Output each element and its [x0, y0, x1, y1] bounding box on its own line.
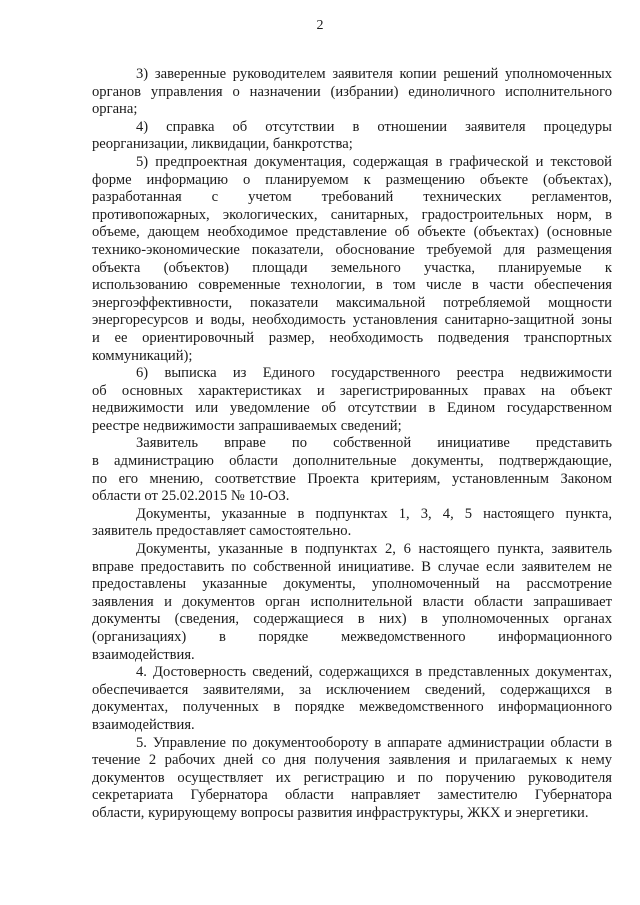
text-line: реорганизации, ликвидации, банкротства;	[92, 136, 353, 153]
text-line: области, курирующему вопросы развития инфраструктуры, ЖКХ и энергетики.	[92, 804, 589, 821]
paragraph-section-5	[92, 735, 612, 823]
document-body	[92, 66, 612, 823]
text-line: противопожарных, экологических, санитарных, градостроительных норм, в	[92, 206, 612, 223]
text-line: Документы, указанные в подпунктах 1, 3, 4, 5 настоящего пункта,	[136, 505, 612, 522]
text-line: 3) заверенные руководителем заявителя копии решений уполномоченных	[136, 66, 612, 82]
text-line: заявления и документов орган исполнительной власти области запрашивает	[92, 593, 612, 610]
text-line: взаимодействия.	[92, 646, 195, 663]
text-line: реестре недвижимости запрашиваемых сведений;	[92, 417, 402, 434]
text-line: Заявитель вправе по собственной инициативе представить	[136, 435, 612, 452]
text-line: документах, полученных в порядке межведомственного информационного	[92, 699, 612, 716]
text-line: вправе предоставить по собственной инициативе. В случае если заявителем не	[92, 558, 612, 575]
text-line: недвижимости или уведомление об отсутствии в Едином государственном	[92, 400, 612, 417]
text-line: Документы, указанные в подпунктах 2, 6 настоящего пункта, заявитель	[136, 541, 612, 558]
text-line: предоставлены указанные документы, уполномоченный на рассмотрение	[92, 576, 612, 593]
paragraph-item-4	[92, 119, 612, 154]
text-line: разработанная с учетом требований технических регламентов,	[92, 189, 612, 206]
paragraph-section-4	[92, 664, 612, 734]
text-line: взаимодействия.	[92, 716, 195, 733]
text-line: документы (сведения, содержащиеся в них) в уполномоченных органах	[92, 611, 612, 628]
text-line: 6) выписка из Единого государственного реестра недвижимости	[136, 365, 612, 382]
text-line: в администрацию области дополнительные документы, подтверждающие,	[92, 453, 612, 470]
text-line: коммуникаций);	[92, 347, 193, 364]
text-line: использованию современные технологии, в том числе в части обеспечения	[92, 277, 612, 294]
text-line: обеспечивается заявителями, за исключением сведений, содержащихся в	[92, 681, 612, 698]
text-line: течение 2 рабочих дней со дня получения заявления и прилагаемых к нему	[92, 752, 612, 769]
text-line: 5) предпроектная документация, содержащая в графической и текстовой	[136, 153, 612, 170]
text-line: 5. Управление по документообороту в аппарате администрации области в	[136, 734, 612, 751]
paragraph-documents-self	[92, 506, 612, 541]
text-line: об основных характеристиках и зарегистрированных правах на объект	[92, 382, 612, 399]
text-line: области от 25.02.2015 № 10-ОЗ.	[92, 488, 290, 505]
paragraph-item-6	[92, 365, 612, 435]
text-line: секретариата Губернатора области направляет заместителю Губернатора	[92, 787, 612, 804]
text-line: технико-экономические показатели, обоснование требуемой для размещения	[92, 241, 612, 258]
text-line: органов управления о назначении (избрании) единоличного исполнительного	[92, 83, 612, 100]
text-line: и ее ориентировочный размер, необходимость подведения транспортных	[92, 329, 612, 346]
text-line: 4. Достоверность сведений, содержащихся в представленных документах,	[136, 664, 612, 681]
paragraph-applicant-right	[92, 435, 612, 505]
text-line: энергоэффективности, показатели максимальной потребляемой мощности	[92, 294, 612, 311]
text-line: заявитель предоставляет самостоятельно.	[92, 523, 352, 540]
text-line: по его мнению, соответствие Проекта критериям, установленным Законом	[92, 470, 612, 487]
paragraph-documents-optional	[92, 541, 612, 664]
text-line: 4) справка об отсутствии в отношении заявителя процедуры	[136, 118, 612, 135]
text-line: органа;	[92, 101, 138, 118]
text-line: объекта (объектов) площади земельного участка, планируемые к	[92, 259, 612, 276]
paragraph-item-3	[92, 66, 612, 119]
text-line: форме информацию о планируемом к размещению объекте (объектах),	[92, 171, 612, 188]
text-line: энергоресурсов и воды, необходимость установления санитарно-защитной зоны	[92, 312, 612, 329]
paragraph-item-5	[92, 154, 612, 365]
page-number: 2	[316, 18, 324, 33]
text-line: (организациях) в порядке межведомственного информационного	[92, 629, 612, 645]
text-line: объеме, дающем необходимое представление об объекте (объектах) (основные	[92, 224, 612, 241]
text-line: документов осуществляет их регистрацию и по поручению руководителя	[92, 769, 612, 786]
